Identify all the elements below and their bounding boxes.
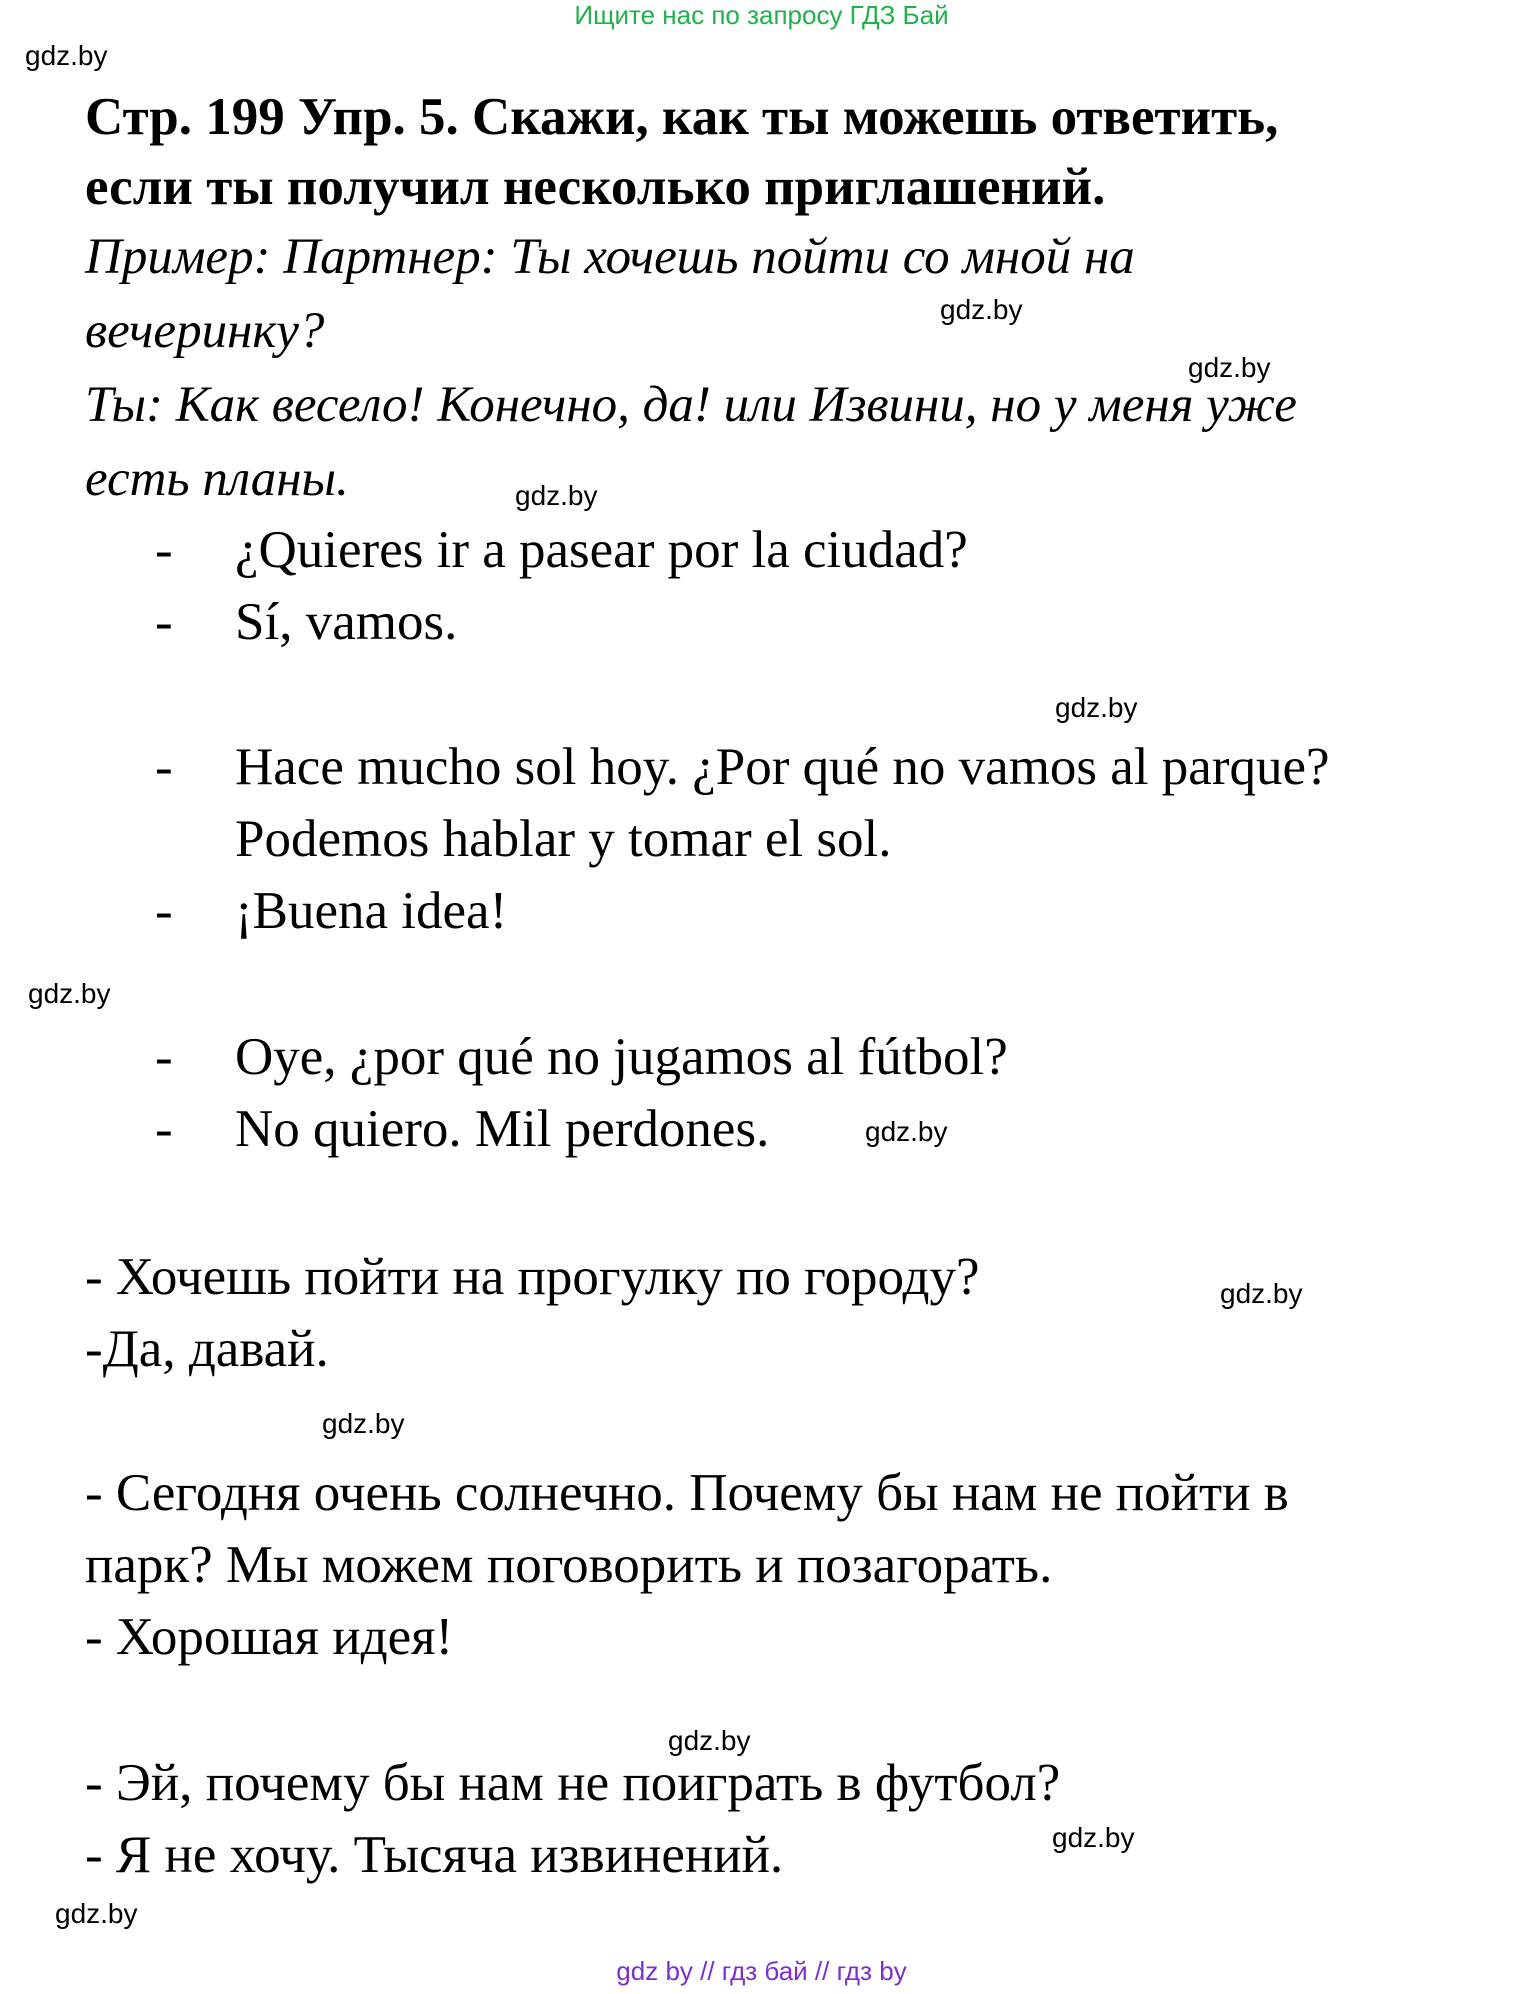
watermark: gdz.by [25, 40, 108, 71]
spanish-line: No quiero. Mil perdones. [235, 1100, 770, 1158]
russian-line: - Эй, почему бы нам не поиграть в футбол? [85, 1754, 1061, 1812]
watermark: gdz.by [1188, 352, 1271, 383]
exercise-title-line-1: Стр. 199 Упр. 5. Скажи, как ты можешь ответить, [85, 88, 1279, 146]
watermark: gdz.by [1220, 1278, 1303, 1309]
dialogue-dash: - [155, 1028, 173, 1086]
dialogue-dash: - [155, 521, 173, 579]
example-line-2: вечеринку? [85, 303, 325, 359]
russian-line: - Сегодня очень солнечно. Почему бы нам не пойти в [85, 1464, 1289, 1522]
russian-line: - Я не хочу. Тысяча извинений. [85, 1826, 784, 1884]
watermark: gdz.by [1052, 1822, 1135, 1853]
spanish-line: Oye, ¿por qué no jugamos al fútbol? [235, 1028, 1008, 1086]
spanish-line: Hace mucho sol hoy. ¿Por qué no vamos al parque? [235, 738, 1330, 796]
watermark: gdz.by [515, 480, 598, 511]
russian-line: парк? Мы можем поговорить и позагорать. [85, 1536, 1053, 1594]
search-hint-link[interactable]: Ищите нас по запросу ГДЗ Бай [574, 0, 949, 30]
watermark: gdz.by [55, 1898, 138, 1929]
footer-links[interactable]: gdz by // гдз бай // гдз by [616, 1956, 907, 1986]
watermark: gdz.by [1055, 692, 1138, 723]
watermark: gdz.by [940, 294, 1023, 325]
spanish-line: Podemos hablar y tomar el sol. [235, 810, 892, 868]
example-line-1: Пример: Партнер: Ты хочешь пойти со мной на [85, 229, 1135, 285]
example-line-3: Ты: Как весело! Конечно, да! или Извини, но у меня уже [85, 377, 1297, 433]
russian-line: -Да, давай. [85, 1320, 329, 1378]
dialogue-dash: - [155, 882, 173, 940]
dialogue-dash: - [155, 593, 173, 651]
watermark: gdz.by [865, 1116, 948, 1147]
dialogue-dash: - [155, 1100, 173, 1158]
russian-line: - Хорошая идея! [85, 1608, 454, 1666]
watermark: gdz.by [322, 1408, 405, 1439]
example-line-4: есть планы. [85, 451, 349, 507]
watermark: gdz.by [668, 1725, 751, 1756]
watermark: gdz.by [28, 978, 111, 1009]
spanish-line: ¿Quieres ir a pasear por la ciudad? [235, 521, 968, 579]
russian-line: - Хочешь пойти на прогулку по городу? [85, 1248, 980, 1306]
exercise-title-line-2: если ты получил несколько приглашений. [85, 158, 1106, 216]
spanish-line: Sí, vamos. [235, 593, 458, 651]
dialogue-dash: - [155, 738, 173, 796]
spanish-line: ¡Buena idea! [235, 882, 508, 940]
